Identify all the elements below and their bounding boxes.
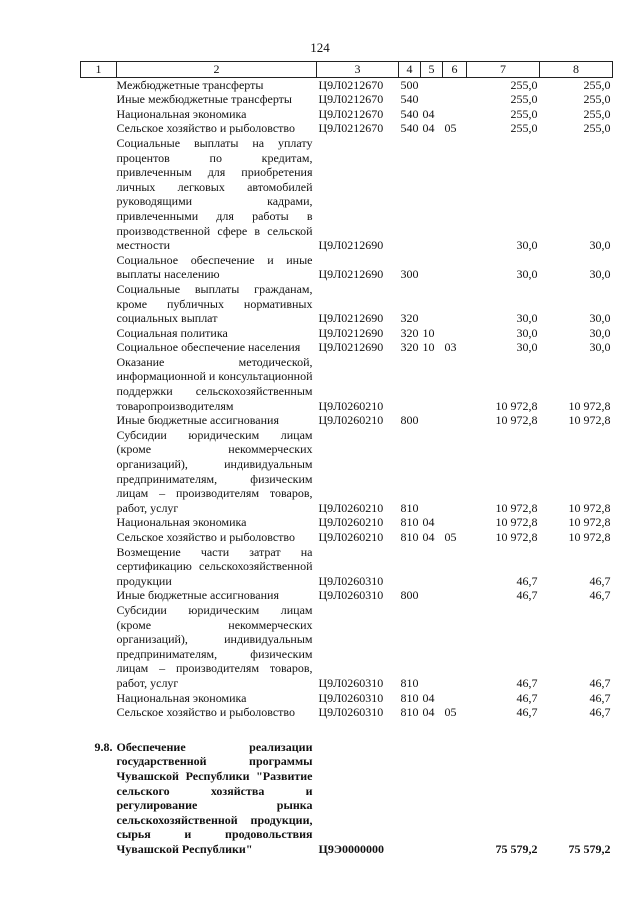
row-col7: 255,0	[510, 77, 538, 92]
table-row	[81, 92, 613, 107]
row-rz	[421, 282, 443, 326]
row-pr	[443, 253, 467, 282]
row-col8: 30,0	[589, 325, 611, 340]
section-row	[81, 740, 613, 857]
row-name: Социальное обеспечение населения	[116, 340, 301, 355]
row-col7: 46,7	[516, 705, 538, 720]
row-name: Социальные выплаты гражданам, кроме публичных нормативных социальных выплат	[116, 281, 313, 326]
section-rz	[421, 740, 443, 857]
row-vr: 540	[400, 106, 419, 121]
row-col8: 46,7	[589, 690, 611, 705]
row-col8: 30,0	[589, 267, 611, 282]
header-col-1: 1	[81, 62, 117, 78]
row-col7: 255,0	[510, 92, 538, 107]
row-rz	[421, 428, 443, 516]
table-row	[81, 121, 613, 136]
spacer-row	[81, 720, 613, 740]
row-code: Ц9Л0212670	[318, 92, 384, 107]
row-pr	[443, 588, 467, 603]
row-pr	[443, 107, 467, 122]
idx	[81, 428, 117, 516]
row-col7: 46,7	[516, 675, 538, 690]
row-code: Ц9Л0260210	[318, 398, 384, 413]
row-name: Социальные выплаты на уплату процентов по кредитам, привлеченным для приобретения личных легковых автомобилей руководящими кадрами, привлеченными для работы в производственной сфере в сельской местности	[116, 135, 313, 253]
row-rz	[421, 545, 443, 589]
row-name: Социальная политика	[116, 325, 228, 340]
row-col8: 10 972,8	[568, 398, 611, 413]
row-pr	[443, 136, 467, 253]
idx	[81, 326, 117, 341]
row-col8: 46,7	[589, 573, 611, 588]
row-vr	[399, 355, 421, 413]
row-code: Ц9Л0212690	[318, 267, 384, 282]
table-row	[81, 515, 613, 530]
row-pr	[443, 691, 467, 706]
row-col7: 10 972,8	[495, 515, 538, 530]
row-pr	[443, 603, 467, 691]
row-pr: 03	[444, 340, 457, 355]
idx	[81, 121, 117, 136]
header-col-8: 8	[540, 62, 613, 78]
row-col8: 255,0	[583, 77, 611, 92]
idx	[81, 107, 117, 122]
row-name: Субсидии юридическим лицам (кроме некоммерческих организаций), индивидуальным предпринимателям, физическим лицам – производителям товаров, работ, услуг	[116, 427, 313, 515]
table-row	[81, 253, 613, 282]
row-pr	[443, 355, 467, 413]
header-col-3: 3	[317, 62, 399, 78]
row-name: Национальная экономика	[116, 515, 247, 530]
row-name: Межбюджетные трансферты	[116, 77, 264, 92]
table-row	[81, 340, 613, 355]
row-code: Ц9Л0212670	[318, 106, 384, 121]
header-col-5: 5	[421, 62, 443, 78]
table-row	[81, 326, 613, 341]
row-rz	[421, 253, 443, 282]
row-col8: 10 972,8	[568, 515, 611, 530]
budget-table	[80, 61, 613, 856]
row-col8: 10 972,8	[568, 413, 611, 428]
idx	[81, 77, 117, 92]
row-name: Сельское хозяйство и рыболовство	[116, 530, 296, 544]
idx	[81, 705, 117, 720]
row-rz: 10	[422, 340, 435, 355]
row-vr: 810	[400, 530, 419, 544]
row-col8: 46,7	[589, 588, 611, 603]
row-code: Ц9Л0260310	[318, 690, 384, 705]
section-vr	[399, 740, 421, 857]
table-row	[81, 136, 613, 253]
row-vr: 800	[400, 588, 419, 603]
row-name: Иные бюджетные ассигнования	[116, 588, 279, 603]
idx	[81, 603, 117, 691]
row-code: Ц9Л0260310	[318, 675, 384, 690]
idx	[81, 92, 117, 107]
row-vr	[399, 545, 421, 589]
table-row	[81, 530, 613, 545]
row-col8: 30,0	[589, 238, 611, 253]
row-code: Ц9Л0260210	[318, 500, 384, 515]
row-rz	[421, 588, 443, 603]
row-col7: 30,0	[516, 238, 538, 253]
row-rz	[421, 77, 443, 92]
row-col8: 10 972,8	[568, 530, 611, 544]
row-code: Ц9Л0212690	[318, 311, 384, 326]
row-name: Социальное обеспечение и иные выплаты населению	[116, 252, 313, 282]
table-row	[81, 413, 613, 428]
row-col8: 255,0	[583, 106, 611, 121]
row-vr: 540	[400, 121, 419, 136]
row-col8: 255,0	[583, 92, 611, 107]
table-row	[81, 282, 613, 326]
table-row	[81, 691, 613, 706]
idx	[81, 253, 117, 282]
row-col7: 10 972,8	[495, 398, 538, 413]
row-vr: 810	[400, 500, 419, 515]
row-col7: 46,7	[516, 588, 538, 603]
row-vr: 800	[400, 413, 419, 428]
row-col8: 30,0	[589, 311, 611, 326]
idx	[81, 282, 117, 326]
row-col7: 46,7	[516, 573, 538, 588]
row-vr: 500	[400, 77, 419, 92]
row-rz: 04	[422, 121, 435, 136]
row-code: Ц9Л0260210	[318, 413, 384, 428]
table-row	[81, 355, 613, 413]
table-row	[81, 77, 613, 92]
section-col8: 75 579,2	[568, 841, 611, 856]
row-col7: 255,0	[510, 121, 538, 136]
row-pr: 05	[444, 121, 457, 136]
row-vr: 320	[400, 340, 419, 355]
row-rz: 04	[422, 106, 435, 121]
row-col8: 30,0	[589, 340, 611, 355]
header-col-4: 4	[399, 62, 421, 78]
idx	[81, 588, 117, 603]
row-rz: 04	[422, 515, 435, 530]
row-vr: 810	[400, 690, 419, 705]
row-code: Ц9Л0260310	[318, 573, 384, 588]
row-rz	[421, 603, 443, 691]
row-pr	[443, 515, 467, 530]
header-col-7: 7	[467, 62, 540, 78]
row-pr	[443, 92, 467, 107]
row-code: Ц9Л0212670	[318, 77, 384, 92]
row-code: Ц9Л0260210	[318, 530, 384, 544]
table-row	[81, 588, 613, 603]
idx	[81, 340, 117, 355]
row-col8: 255,0	[583, 121, 611, 136]
row-rz	[421, 413, 443, 428]
table-row	[81, 107, 613, 122]
row-rz: 10	[422, 325, 435, 340]
row-name: Национальная экономика	[116, 106, 247, 121]
row-pr: 05	[444, 705, 457, 720]
row-code: Ц9Л0260210	[318, 515, 384, 530]
row-name: Сельское хозяйство и рыболовство	[116, 121, 296, 136]
idx	[81, 413, 117, 428]
idx	[81, 515, 117, 530]
row-pr	[443, 282, 467, 326]
row-vr: 320	[400, 325, 419, 340]
row-col7: 30,0	[516, 340, 538, 355]
row-code: Ц9Л0212670	[318, 121, 384, 136]
idx	[81, 530, 117, 545]
row-name: Национальная экономика	[116, 690, 247, 705]
row-code: Ц9Л0260310	[318, 705, 384, 720]
header-row	[81, 62, 613, 78]
row-pr: 05	[444, 530, 457, 544]
row-col7: 255,0	[510, 106, 538, 121]
row-vr: 320	[400, 311, 419, 326]
idx	[81, 136, 117, 253]
row-vr: 300	[400, 267, 419, 282]
section-pr	[443, 740, 467, 857]
row-col7: 10 972,8	[495, 413, 538, 428]
row-vr: 810	[400, 515, 419, 530]
row-name: Субсидии юридическим лицам (кроме некоммерческих организаций), индивидуальным предпринимателям, физическим лицам – производителям товаров, работ, услуг	[116, 602, 313, 690]
row-code: Ц9Л0260310	[318, 588, 384, 603]
row-col7: 10 972,8	[495, 530, 538, 544]
row-pr	[443, 413, 467, 428]
row-rz: 04	[422, 530, 435, 544]
row-name: Иные межбюджетные трансферты	[116, 92, 292, 107]
idx	[81, 691, 117, 706]
table-row	[81, 705, 613, 720]
row-vr	[399, 136, 421, 253]
row-pr	[443, 545, 467, 589]
row-pr	[443, 77, 467, 92]
row-rz: 04	[422, 705, 435, 720]
row-code: Ц9Л0212690	[318, 325, 384, 340]
row-col7: 30,0	[516, 325, 538, 340]
page-number: 124	[310, 40, 330, 55]
row-vr: 540	[400, 92, 419, 107]
row-col8: 10 972,8	[568, 500, 611, 515]
row-rz	[421, 136, 443, 253]
row-col7: 30,0	[516, 267, 538, 282]
row-col7: 30,0	[516, 311, 538, 326]
header-col-6: 6	[443, 62, 467, 78]
section-col7: 75 579,2	[495, 841, 538, 856]
table-row	[81, 545, 613, 589]
row-name: Возмещение части затрат на сертификацию сельскохозяйственной продукции	[116, 544, 313, 588]
section-index: 9.8.	[94, 739, 113, 754]
table-body	[81, 77, 613, 856]
row-rz	[421, 92, 443, 107]
section-code: Ц9Э0000000	[318, 841, 384, 856]
row-col7: 10 972,8	[495, 500, 538, 515]
row-rz: 04	[422, 690, 435, 705]
idx	[81, 355, 117, 413]
row-name: Оказание методической, информационной и консультационной поддержки сельскохозяйственным товаропроизводителям	[116, 354, 313, 413]
row-name: Сельское хозяйство и рыболовство	[116, 705, 296, 720]
section-name: Обеспечение реализации государственной программы Чувашской Республики "Развитие сельского хозяйства и регулирование рынка сельскохозяйственной продукции, сырья и продовольствия Чувашской Республики"	[116, 739, 313, 856]
table-row	[81, 603, 613, 691]
row-vr: 810	[400, 675, 419, 690]
row-col7: 46,7	[516, 690, 538, 705]
row-code: Ц9Л0212690	[318, 238, 384, 253]
row-vr: 810	[400, 705, 419, 720]
idx	[81, 545, 117, 589]
header-col-2: 2	[117, 62, 317, 78]
row-name: Иные бюджетные ассигнования	[116, 413, 279, 428]
row-pr	[443, 326, 467, 341]
row-rz	[421, 355, 443, 413]
table-row	[81, 428, 613, 516]
row-col8: 46,7	[589, 705, 611, 720]
row-pr	[443, 428, 467, 516]
row-col8: 46,7	[589, 675, 611, 690]
row-code: Ц9Л0212690	[318, 340, 384, 355]
